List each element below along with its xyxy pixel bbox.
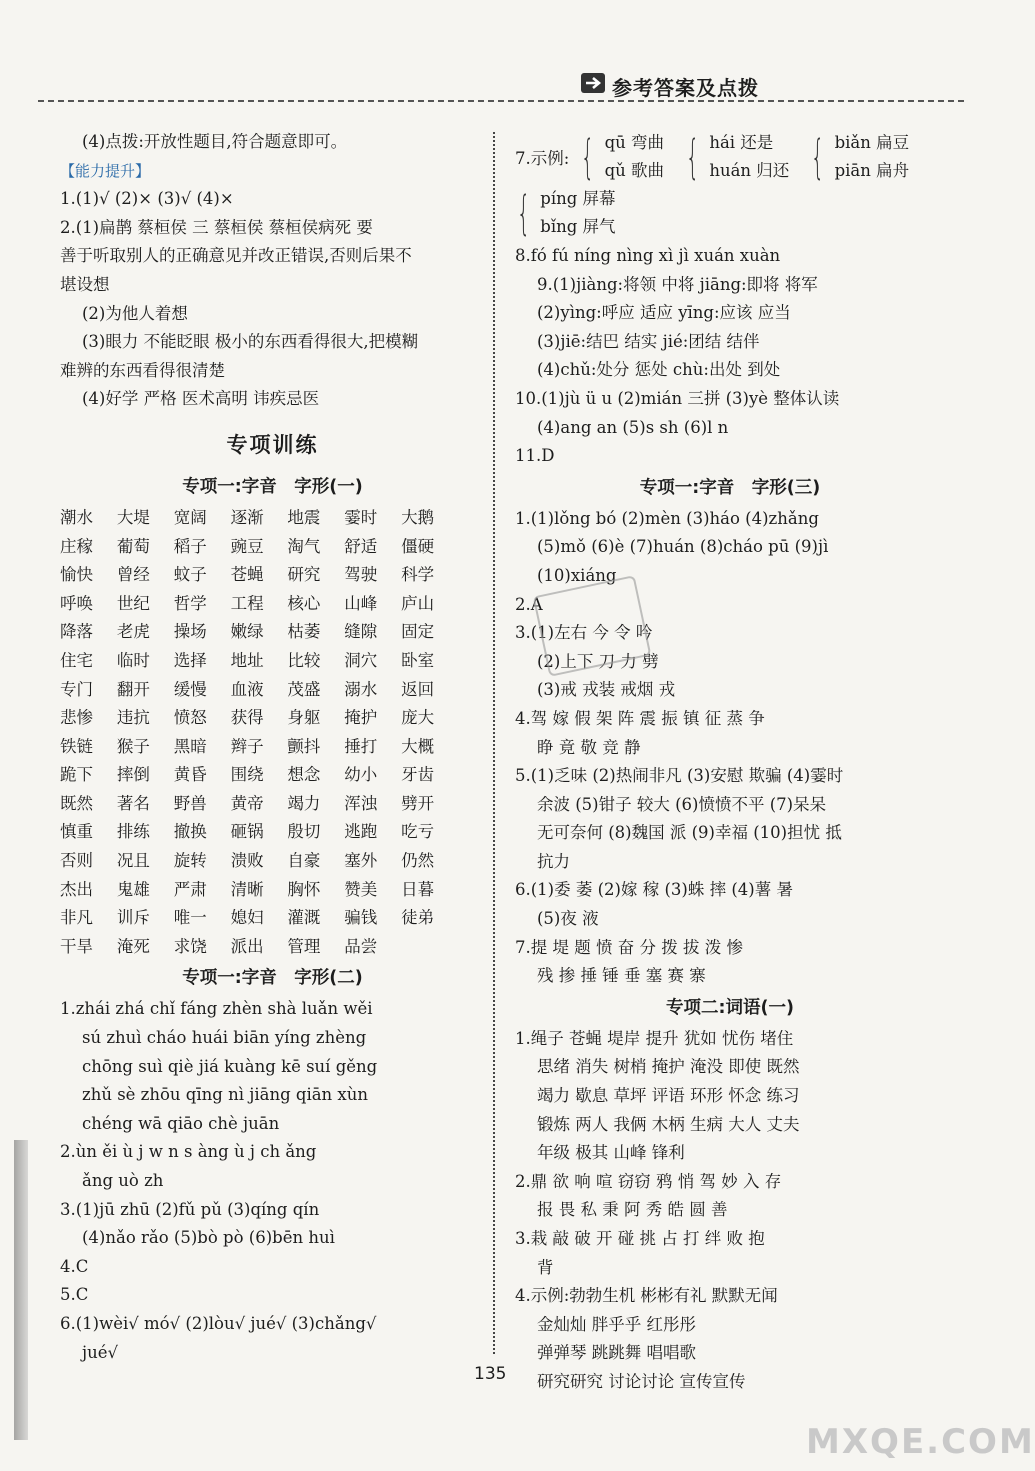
grid-word: 吃亏 bbox=[401, 822, 435, 842]
item7-row bbox=[515, 184, 945, 242]
grid-word: 呼唤 bbox=[60, 593, 93, 613]
grid-word: 庞大 bbox=[401, 708, 435, 728]
grid-word: 僵硬 bbox=[401, 536, 435, 556]
text-line: (3)jiē:结巴 结实 jié:团结 结伴 bbox=[537, 331, 760, 351]
grid-word: 庐山 bbox=[401, 593, 435, 613]
grid-word: 庄稼 bbox=[60, 536, 93, 556]
pinyin-answers bbox=[60, 995, 485, 1367]
text-line: 余波 (5)钳子 较大 (6)愤愤不平 (7)呆呆 bbox=[537, 794, 827, 814]
text-line: 2.鼎 欲 响 喧 窃窃 鸦 悄 驾 妙 入 存 bbox=[515, 1171, 782, 1191]
grid-word: 愤怒 bbox=[173, 708, 207, 728]
text-line: 抗力 bbox=[537, 851, 570, 871]
grid-word: 否则 bbox=[60, 851, 93, 871]
pinyin-pair: hái 还是 huán 归还 bbox=[709, 133, 790, 180]
grid-word: 仍然 bbox=[401, 851, 435, 871]
grid-word: 大鹅 bbox=[401, 507, 435, 527]
grid-word: 派出 bbox=[230, 936, 264, 956]
grid-word: 淹死 bbox=[116, 936, 150, 956]
grid-word: 固定 bbox=[401, 622, 435, 642]
grid-word: 曾经 bbox=[116, 565, 150, 585]
grid-word: 黑暗 bbox=[173, 736, 207, 756]
grid-word: 骗钱 bbox=[344, 908, 378, 928]
grid-word: 猴子 bbox=[116, 736, 150, 756]
grid-word: 著名 bbox=[116, 793, 150, 813]
grid-word: 大堤 bbox=[116, 507, 150, 527]
text-line: (2)上下 刀 力 劈 bbox=[537, 651, 659, 671]
grid-word: 专门 bbox=[60, 679, 93, 699]
grid-word: 严肃 bbox=[173, 879, 207, 899]
grid-word: 逐渐 bbox=[230, 507, 264, 527]
text-line: (10)xiáng bbox=[537, 565, 617, 585]
text-line: (4)chǔ:处分 惩处 chù:出处 到处 bbox=[537, 360, 781, 380]
grid-word: 既然 bbox=[60, 793, 93, 813]
text-line: (3)眼力 不能眨眼 极小的东西看得很大,把模糊 bbox=[82, 332, 419, 352]
text-line: 4.驾 嫁 假 架 阵 震 振 镇 征 蒸 争 bbox=[515, 708, 765, 728]
grid-word: 况且 bbox=[116, 851, 150, 871]
grid-word: 杰出 bbox=[60, 879, 93, 899]
text-line: 4.示例:勃勃生机 彬彬有礼 默默无闻 bbox=[515, 1286, 778, 1306]
grid-word: 稻子 bbox=[173, 536, 207, 556]
grid-word: 枯萎 bbox=[287, 622, 321, 642]
grid-word: 殷切 bbox=[287, 822, 321, 842]
grid-word: 劈开 bbox=[401, 793, 435, 813]
grid-word: 蚊子 bbox=[173, 565, 207, 585]
grid-word: 颤抖 bbox=[287, 736, 321, 756]
page-number: 135 bbox=[474, 1364, 507, 1384]
grid-word bbox=[401, 933, 458, 962]
page-edge-shadow bbox=[14, 1140, 28, 1440]
grid-word: 铁链 bbox=[60, 736, 93, 756]
grid-word: 地震 bbox=[287, 507, 321, 527]
word-grid bbox=[60, 504, 458, 962]
grid-word: 宽阔 bbox=[173, 507, 207, 527]
grid-word: 灌溉 bbox=[287, 908, 321, 928]
pinyin-pair: píng 屏幕 bǐng 屏气 bbox=[540, 189, 616, 236]
answers-block-a bbox=[515, 242, 945, 471]
text-line: 5.C bbox=[60, 1285, 89, 1305]
grid-word: 获得 bbox=[230, 708, 264, 728]
grid-word: 辫子 bbox=[230, 736, 264, 756]
text-line: 善于听取别人的正确意见并改正错误,否则后果不 bbox=[60, 246, 412, 266]
grid-word: 干旱 bbox=[60, 936, 93, 956]
subsection-title: 专项一:字音 字形(一) bbox=[182, 476, 363, 497]
text-line: chōng suì qiè jiá kuàng kē suí gěng bbox=[82, 1056, 378, 1076]
subsection-title: 专项二:词语(一) bbox=[666, 997, 794, 1018]
text-line: 3.栽 敲 破 开 碰 挑 占 打 绊 败 抱 bbox=[515, 1229, 765, 1248]
text-line: zhǔ sè zhōu qīng nì jiāng qiān xùn bbox=[82, 1085, 368, 1105]
grid-word: 豌豆 bbox=[230, 536, 264, 556]
grid-word: 血液 bbox=[230, 679, 264, 699]
pinyin-pair: qū 弯曲 qǔ 歌曲 bbox=[604, 133, 665, 180]
grid-word: 日暮 bbox=[401, 879, 435, 899]
grid-word: 旋转 bbox=[173, 851, 207, 871]
ability-answers bbox=[60, 185, 485, 414]
grid-word: 驾驶 bbox=[344, 565, 378, 585]
grid-word: 溺水 bbox=[344, 679, 378, 699]
grid-word: 自豪 bbox=[287, 851, 321, 871]
brace-icon: { bbox=[686, 130, 700, 184]
grid-word: 缓慢 bbox=[173, 679, 207, 699]
text-line: 3.(1)左右 今 令 吟 bbox=[515, 623, 653, 643]
grid-word: 世纪 bbox=[116, 593, 150, 613]
brace-icon: { bbox=[811, 130, 825, 184]
watermark: MXQE.COM bbox=[806, 1422, 1035, 1462]
grid-word: 霎时 bbox=[344, 507, 378, 527]
grid-word: 住宅 bbox=[60, 650, 93, 670]
grid-word: 赞美 bbox=[344, 879, 378, 899]
grid-word: 塞外 bbox=[344, 851, 378, 871]
text-line: sú zhuì cháo huái biān yíng zhèng bbox=[82, 1028, 367, 1048]
text-line: (3)戒 戎装 戒烟 戎 bbox=[537, 680, 676, 700]
text-line: (5)夜 液 bbox=[537, 909, 599, 929]
text-line: 睁 竟 敬 竞 静 bbox=[537, 737, 641, 757]
grid-word: 山峰 bbox=[344, 593, 378, 613]
text-line: 锻炼 两人 我俩 木柄 生病 大人 丈夫 bbox=[537, 1114, 800, 1134]
text-line: (4)好学 严格 医术高明 讳疾忌医 bbox=[82, 389, 320, 409]
text-line: (2)yìng:呼应 适应 yīng:应该 应当 bbox=[537, 303, 791, 323]
text-line: (2)为他人着想 bbox=[82, 303, 188, 323]
column-divider bbox=[493, 132, 495, 1354]
text-line: 堪设想 bbox=[60, 274, 110, 294]
text-line: (4)ang an (5)s sh (6)l n bbox=[537, 417, 729, 437]
right-column bbox=[515, 128, 945, 1397]
grid-word: 掩护 bbox=[344, 708, 378, 728]
item7-row bbox=[515, 128, 945, 186]
text-line: 5.(1)乏味 (2)热闹非凡 (3)安慰 欺骗 (4)霎时 bbox=[515, 766, 844, 786]
text-line: 1.zhái zhá chǐ fáng zhèn shà luǎn wěi bbox=[60, 999, 373, 1019]
grid-word: 茂盛 bbox=[287, 679, 321, 699]
text-line: 6.(1)委 萎 (2)嫁 稼 (3)蛛 摔 (4)薯 暑 bbox=[515, 880, 793, 900]
text-line: 思绪 消失 树梢 掩护 淹没 即使 既然 bbox=[537, 1057, 800, 1077]
grid-word: 跪下 bbox=[60, 765, 93, 785]
grid-word: 媳妇 bbox=[230, 908, 264, 928]
text-line: 4.C bbox=[60, 1256, 89, 1276]
text-line: 报 畏 私 秉 阿 秀 皓 圆 善 bbox=[537, 1200, 728, 1220]
grid-word: 黄昏 bbox=[173, 765, 207, 785]
grid-word: 徒弟 bbox=[401, 908, 435, 928]
grid-word: 卧室 bbox=[401, 650, 435, 670]
text-line: 9.(1)jiàng:将领 中将 jiāng:即将 将军 bbox=[537, 274, 818, 294]
pinyin-pair: biǎn 扁豆 piān 扁舟 bbox=[834, 133, 910, 180]
grid-word: 清晰 bbox=[230, 879, 264, 899]
grid-word: 胸怀 bbox=[287, 879, 321, 899]
grid-word: 唯一 bbox=[173, 908, 207, 928]
subsection-title: 专项一:字音 字形(二) bbox=[182, 968, 363, 989]
grid-word: 比较 bbox=[287, 650, 321, 670]
grid-word: 哲学 bbox=[173, 593, 207, 613]
left-column bbox=[60, 128, 485, 1367]
grid-word: 核心 bbox=[287, 593, 321, 613]
text-line: 竭力 歇息 草坪 评语 环形 怀念 练习 bbox=[537, 1086, 800, 1106]
grid-word: 地址 bbox=[230, 650, 264, 670]
grid-word: 训斥 bbox=[116, 908, 150, 928]
grid-word: 降落 bbox=[60, 622, 93, 642]
grid-word: 潮水 bbox=[60, 507, 93, 527]
grid-word: 操场 bbox=[173, 622, 207, 642]
grid-word: 缝隙 bbox=[344, 622, 378, 642]
grid-word: 排练 bbox=[116, 822, 150, 842]
grid-word: 淘气 bbox=[287, 536, 321, 556]
header-divider bbox=[38, 100, 964, 102]
text-line: (4)点拨:开放性题目,符合题意即可。 bbox=[82, 132, 348, 151]
grid-word: 鬼雄 bbox=[116, 879, 150, 899]
text-line: 弹弹琴 跳跳舞 唱唱歌 bbox=[537, 1343, 696, 1363]
grid-word: 幼小 bbox=[344, 765, 378, 785]
grid-word: 撤换 bbox=[173, 822, 207, 842]
grid-word: 慎重 bbox=[60, 822, 93, 842]
text-line: 难辨的东西看得很清楚 bbox=[60, 360, 225, 380]
grid-word: 洞穴 bbox=[344, 650, 378, 670]
brace-icon: { bbox=[517, 186, 531, 240]
answers-block-b bbox=[515, 505, 945, 991]
text-line: 6.(1)wèi√ mó√ (2)lòu√ jué√ (3)chǎng√ bbox=[60, 1313, 377, 1333]
subsection-title: 专项一:字音 字形(三) bbox=[639, 477, 821, 498]
text-line: 背 bbox=[537, 1257, 554, 1277]
grid-word: 黄帝 bbox=[230, 793, 264, 813]
grid-word: 老虎 bbox=[116, 622, 150, 642]
text-line: 11.D bbox=[515, 446, 555, 466]
text-line: 年级 极其 山峰 锋利 bbox=[537, 1143, 685, 1163]
grid-word: 浑浊 bbox=[344, 793, 378, 813]
grid-word: 科学 bbox=[401, 565, 435, 585]
grid-word: 大概 bbox=[401, 736, 435, 756]
text-line: 2.A bbox=[515, 594, 543, 614]
section-tag: 【能力提升】 bbox=[60, 161, 151, 180]
grid-word: 品尝 bbox=[344, 936, 378, 956]
grid-word: 溃败 bbox=[230, 851, 264, 871]
section-heading: 专项训练 bbox=[226, 432, 319, 457]
grid-word: 身躯 bbox=[287, 708, 321, 728]
text-line: 残 掺 捶 锤 垂 塞 赛 寨 bbox=[537, 966, 706, 986]
text-line: 3.(1)jū zhū (2)fǔ pǔ (3)qíng qín bbox=[60, 1199, 320, 1219]
grid-word: 工程 bbox=[230, 593, 264, 613]
text-line: chéng wā qiāo chè juān bbox=[82, 1113, 280, 1133]
grid-word: 选择 bbox=[173, 650, 207, 670]
text-line: 无可奈何 (8)魏国 派 (9)幸福 (10)担忧 抵 bbox=[537, 823, 842, 843]
grid-word: 牙齿 bbox=[401, 765, 435, 785]
item-label: 7.示例: bbox=[515, 149, 570, 168]
grid-word: 想念 bbox=[287, 765, 321, 785]
text-line: 2.ùn ěi ù j w n s àng ù j ch ǎng bbox=[60, 1142, 317, 1162]
page-header bbox=[0, 58, 1000, 106]
grid-word: 研究 bbox=[287, 565, 321, 585]
grid-word: 砸锅 bbox=[230, 822, 264, 842]
text-line: 研究研究 讨论讨论 宣传宣传 bbox=[537, 1371, 746, 1391]
grid-word: 摔倒 bbox=[116, 765, 150, 785]
grid-word: 非凡 bbox=[60, 908, 93, 928]
grid-word: 翻开 bbox=[116, 679, 150, 699]
brace-icon: { bbox=[581, 130, 595, 184]
grid-word: 临时 bbox=[116, 650, 150, 670]
text-line: 金灿灿 胖乎乎 红彤彤 bbox=[537, 1314, 696, 1334]
answers-block-c bbox=[515, 1025, 945, 1397]
text-line: ǎng uò zh bbox=[82, 1171, 164, 1190]
text-line: 1.(1)lǒng bó (2)mèn (3)háo (4)zhǎng bbox=[515, 508, 819, 528]
grid-word: 竭力 bbox=[287, 793, 321, 813]
grid-word: 悲惨 bbox=[60, 708, 93, 728]
text-line: (5)mǒ (6)è (7)huán (8)cháo pū (9)jì bbox=[537, 537, 829, 557]
grid-word: 求饶 bbox=[173, 936, 207, 956]
grid-word: 舒适 bbox=[344, 536, 378, 556]
text-line: 1.(1)√ (2)× (3)√ (4)× bbox=[60, 189, 234, 209]
grid-word: 逃跑 bbox=[344, 822, 378, 842]
grid-word: 违抗 bbox=[116, 708, 150, 728]
text-line: 2.(1)扁鹊 蔡桓侯 三 蔡桓侯 蔡桓侯病死 要 bbox=[60, 217, 373, 237]
text-line: jué√ bbox=[82, 1342, 119, 1362]
grid-word: 围绕 bbox=[230, 765, 264, 785]
grid-word: 管理 bbox=[287, 936, 321, 956]
grid-word: 愉快 bbox=[60, 565, 93, 585]
grid-word: 返回 bbox=[401, 679, 435, 699]
grid-word: 捶打 bbox=[344, 736, 378, 756]
grid-word: 野兽 bbox=[173, 793, 207, 813]
text-line: (4)nǎo rǎo (5)bò pò (6)bēn huì bbox=[82, 1228, 335, 1248]
text-line: 1.绳子 苍蝇 堤岸 提升 犹如 忧伤 堵住 bbox=[515, 1028, 794, 1048]
text-line: 10.(1)jù ü u (2)mián 三拼 (3)yè 整体认读 bbox=[515, 388, 840, 408]
header-title: 参考答案及点拨 bbox=[612, 76, 759, 100]
text-line: 7.提 堤 题 愤 奋 分 拨 拔 泼 惨 bbox=[515, 937, 743, 957]
arrow-right-icon bbox=[580, 72, 606, 94]
text-line: 8.fó fú níng nìng xì jì xuán xuàn bbox=[515, 246, 781, 265]
grid-word: 嫩绿 bbox=[230, 622, 264, 642]
grid-word: 葡萄 bbox=[116, 536, 150, 556]
grid-word: 苍蝇 bbox=[230, 565, 264, 585]
